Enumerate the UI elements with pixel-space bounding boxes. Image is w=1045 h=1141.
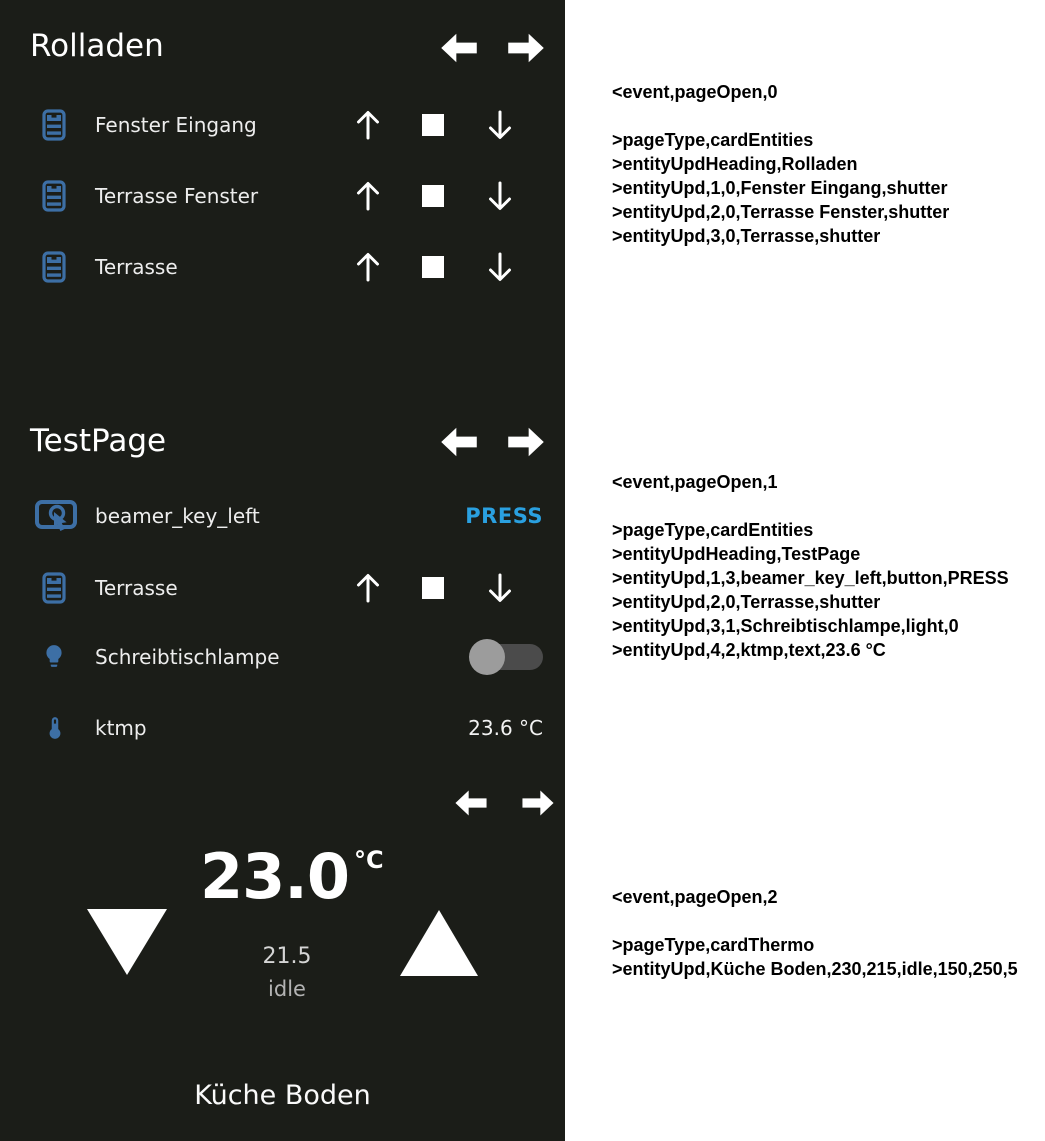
window-shutter-icon — [42, 251, 66, 287]
text-entity-value: 23.6 °C — [468, 716, 543, 740]
entity-label: Schreibtischlampe — [95, 645, 280, 669]
arrow-left-icon — [437, 443, 481, 462]
entity-row — [0, 245, 565, 289]
press-button[interactable]: PRESS — [465, 504, 543, 528]
shutter-down-button[interactable] — [485, 571, 515, 605]
next-page-button[interactable] — [519, 789, 557, 821]
protocol-line: <event,pageOpen,2 — [612, 887, 778, 907]
shutter-down-button[interactable] — [485, 179, 515, 213]
protocol-line — [612, 494, 1045, 518]
entity-row — [0, 174, 565, 218]
shutter-up-button[interactable] — [353, 108, 383, 142]
protocol-line: >entityUpd,1,0,Fenster Eingang,shutter — [612, 178, 948, 198]
protocol-line: >entityUpd,4,2,ktmp,text,23.6 °C — [612, 640, 886, 660]
shutter-stop-button[interactable] — [422, 577, 444, 599]
window-shutter-icon — [42, 180, 66, 216]
entity-row — [0, 494, 565, 538]
prev-page-button[interactable] — [437, 426, 481, 462]
prev-page-button[interactable] — [437, 32, 481, 68]
thermo-title: Küche Boden — [194, 1080, 371, 1111]
prev-page-button[interactable] — [452, 789, 490, 821]
arrow-down-icon — [485, 198, 515, 217]
protocol-line: >pageType,cardEntities — [612, 130, 814, 150]
protocol-line: <event,pageOpen,0 — [612, 82, 778, 102]
thermometer-icon — [42, 713, 68, 747]
arrow-up-icon — [353, 198, 383, 217]
next-page-button[interactable] — [504, 32, 548, 68]
arrow-right-icon — [504, 49, 548, 68]
protocol-line: >entityUpd,3,0,Terrasse,shutter — [612, 226, 881, 246]
entity-label: Terrasse Fenster — [95, 184, 259, 208]
shutter-up-button[interactable] — [353, 179, 383, 213]
shutter-stop-button[interactable] — [422, 185, 444, 207]
light-toggle-switch[interactable] — [467, 638, 545, 676]
entity-label: Fenster Eingang — [95, 113, 257, 137]
current-temperature-value: 23.0 — [200, 840, 349, 913]
protocol-line: >pageType,cardThermo — [612, 935, 815, 955]
temperature-unit: °C — [353, 846, 384, 874]
protocol-block-pageopen-1 — [612, 470, 1045, 662]
protocol-line: <event,pageOpen,1 — [612, 472, 778, 492]
arrow-left-icon — [452, 802, 490, 821]
triangle-down-icon — [86, 961, 168, 980]
toggle-knob — [469, 639, 505, 675]
shutter-stop-button[interactable] — [422, 114, 444, 136]
protocol-line: >entityUpd,Küche Boden,230,215,idle,150,250,5 — [612, 959, 1018, 979]
entity-label: Terrasse — [95, 576, 178, 600]
protocol-line: >entityUpd,2,0,Terrasse,shutter — [612, 592, 881, 612]
next-page-button[interactable] — [504, 426, 548, 462]
protocol-block-pageopen-0 — [612, 80, 1045, 248]
current-temperature — [200, 840, 384, 913]
hvac-state: idle — [268, 977, 306, 1001]
protocol-block-pageopen-2 — [612, 885, 1045, 981]
protocol-line: >entityUpd,1,3,beamer_key_left,button,PRESS — [612, 568, 1009, 588]
setpoint-down-button[interactable] — [86, 908, 168, 980]
window-shutter-icon — [42, 109, 66, 145]
shutter-down-button[interactable] — [485, 108, 515, 142]
arrow-up-icon — [353, 127, 383, 146]
arrow-right-icon — [519, 802, 557, 821]
arrow-left-icon — [437, 49, 481, 68]
protocol-line: >entityUpd,2,0,Terrasse Fenster,shutter — [612, 202, 950, 222]
entity-row — [0, 706, 565, 750]
arrow-down-icon — [485, 269, 515, 288]
entity-row — [0, 566, 565, 610]
arrow-right-icon — [504, 443, 548, 462]
lightbulb-icon — [41, 639, 67, 677]
arrow-up-icon — [353, 269, 383, 288]
triangle-up-icon — [399, 962, 479, 981]
arrow-down-icon — [485, 590, 515, 609]
window-shutter-icon — [42, 572, 66, 608]
page-title: Rolladen — [30, 28, 164, 64]
entity-label: Terrasse — [95, 255, 178, 279]
entity-row — [0, 103, 565, 147]
protocol-line — [612, 909, 1045, 933]
protocol-line: >entityUpd,3,1,Schreibtischlampe,light,0 — [612, 616, 959, 636]
protocol-line — [612, 104, 1045, 128]
arrow-up-icon — [353, 590, 383, 609]
arrow-down-icon — [485, 127, 515, 146]
shutter-stop-button[interactable] — [422, 256, 444, 278]
gesture-tap-button-icon — [33, 496, 79, 540]
entity-label: ktmp — [95, 716, 147, 740]
protocol-line: >entityUpdHeading,TestPage — [612, 544, 861, 564]
shutter-down-button[interactable] — [485, 250, 515, 284]
shutter-up-button[interactable] — [353, 250, 383, 284]
entity-label: beamer_key_left — [95, 504, 260, 528]
shutter-up-button[interactable] — [353, 571, 383, 605]
setpoint-up-button[interactable] — [399, 910, 479, 981]
target-temperature: 21.5 — [262, 944, 312, 969]
protocol-line: >pageType,cardEntities — [612, 520, 814, 540]
page-title: TestPage — [30, 423, 167, 459]
protocol-line: >entityUpdHeading,Rolladen — [612, 154, 858, 174]
